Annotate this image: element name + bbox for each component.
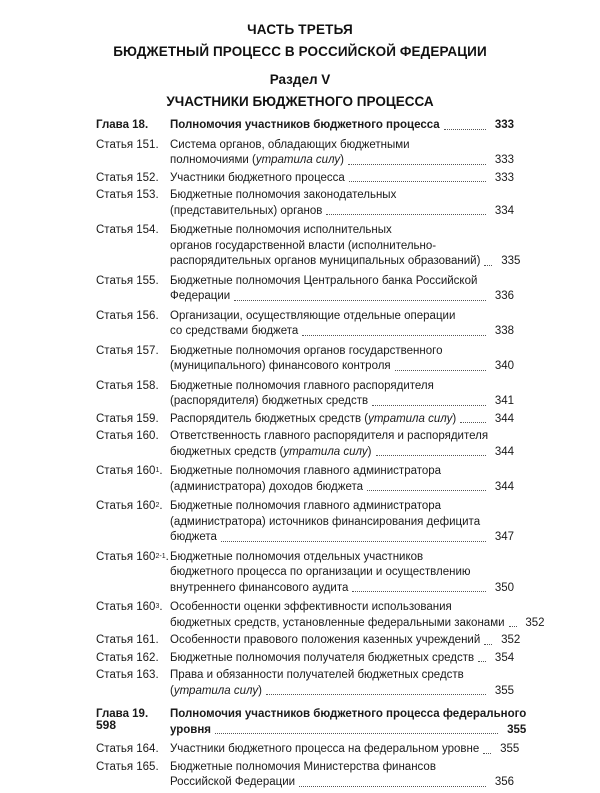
toc-entry-label: Статья 153. [96,189,159,201]
toc-entry-line: полномочиями (утратила силу) 333 [170,153,514,169]
toc-entry-line: Организации, осуществляющие отдельные операции [170,309,456,322]
toc-entry-title [170,499,514,546]
toc-entry-label: Статья 157. [96,344,159,357]
toc-entry-line: Права и обязанности получателей бюджетных средств [170,669,464,681]
toc-article-entry[interactable] [96,223,521,270]
toc-entry-line: Особенности оценки эффективности использования [170,601,452,613]
toc-page-number: 344 [494,480,514,493]
toc-entry-label: Статья 160$^{2-1}$. [96,550,169,563]
toc-entry-line: (администратора) доходов бюджета 344 [170,480,514,496]
toc-chapter-entry[interactable] [96,118,514,134]
table-of-contents [96,118,545,793]
toc-entry-line: Полномочия участников бюджетного процесса 333 [170,118,514,134]
toc-entry-line: Бюджетные полномочия отдельных участников [170,550,424,563]
toc-entry-label: Статья 162. [96,651,159,664]
part-heading: ЧАСТЬ ТРЕТЬЯ [247,22,353,37]
toc-leader-dots [299,786,486,787]
toc-entry-line: Участники бюджетного процесса на федеральном уровне 355 [170,742,519,758]
toc-leader-dots [484,644,492,645]
toc-entry-line: Федерации 336 [170,289,514,305]
toc-entry-line: (представительных) органов 334 [170,204,514,220]
toc-article-entry[interactable] [96,464,514,495]
toc-article-entry[interactable] [96,600,545,631]
toc-entry-label: Глава 19. [96,708,149,720]
toc-leader-dots [478,661,486,662]
toc-entry-line: бюджетных средств, установленные федеральными законами 352 [170,616,545,632]
toc-entry-label: Статья 163. [96,669,159,681]
toc-entry-title [170,171,514,187]
toc-entry-title [170,188,514,219]
toc-entry-title [170,464,514,495]
toc-entry-label: Статья 160. [96,430,159,442]
toc-entry-label: Статья 151. [96,138,159,151]
toc-entry-title [170,429,514,460]
toc-leader-dots [460,422,486,423]
toc-entry-line: (администратора) источников финансирования дефицита [170,515,481,528]
toc-entry-line: (распорядителя) бюджетных средств 341 [170,394,514,410]
toc-leader-dots [349,181,486,182]
toc-chapter-entry[interactable] [96,707,527,738]
toc-article-entry[interactable] [96,379,514,410]
toc-entry-title [170,138,514,169]
toc-page-number: 350 [494,581,514,594]
toc-entry-label: Статья 154. [96,224,159,236]
toc-entry-label: Статья 155. [96,274,159,287]
toc-entry-label: Статья 161. [96,634,159,646]
toc-entry-title [170,412,514,428]
toc-entry-line: Бюджетные полномочия главного распорядителя [170,379,434,392]
toc-article-entry[interactable] [96,188,514,219]
toc-leader-dots [484,265,492,266]
toc-leader-dots [234,300,486,301]
toc-entry-line: бюджетных средств (утратила силу) 344 [170,445,514,461]
toc-article-entry[interactable] [96,429,514,460]
toc-entry-label: Статья $160^1$. [96,465,163,477]
toc-page-number: 335 [501,255,521,267]
toc-leader-dots [326,214,486,215]
toc-page-number: 340 [494,360,514,372]
toc-article-entry[interactable] [96,344,514,375]
toc-entry-line: Бюджетные полномочия органов государственного [170,344,443,357]
toc-page-number: 338 [494,325,514,337]
toc-entry-title [170,309,514,340]
toc-entry-label: Статья $160^3$. [96,601,163,613]
toc-leader-dots [509,626,517,627]
toc-entry-superscript: 2 [155,502,160,509]
toc-entry-label: Статья 152. [96,171,159,184]
toc-entry-line: распорядительных органов муниципальных образований) 335 [170,254,520,270]
toc-entry-line: Бюджетные полномочия главного администратора [170,465,442,477]
toc-page-number: 356 [494,776,514,788]
toc-leader-dots [395,370,486,371]
toc-entry-line: внутреннего финансового аудита 350 [170,581,514,597]
toc-entry-title [170,274,514,305]
toc-page-number: 333 [494,171,514,184]
toc-leader-dots [302,335,486,336]
toc-article-entry[interactable] [96,309,514,340]
toc-entry-line: органов государственной власти (исполнительно- [170,239,437,252]
toc-entry-superscript: 1 [155,467,160,474]
toc-entry-line: Ответственность главного распорядителя и распорядителя [170,430,489,442]
toc-entry-title [170,118,514,134]
toc-page-number: 355 [507,723,527,736]
toc-entry-line: Полномочия участников бюджетного процесса федерального [170,708,527,720]
toc-entry-label: Глава 18. [96,119,149,131]
toc-entry-line: Распорядитель бюджетных средств (утратила силу) 344 [170,412,514,428]
toc-leader-dots [348,164,486,165]
part-title: БЮДЖЕТНЫЙ ПРОЦЕСС В РОССИЙСКОЙ ФЕДЕРАЦИИ [113,44,487,59]
toc-entry-label: Статья 164. [96,743,159,755]
toc-page-number: 352 [525,616,545,629]
toc-leader-dots [266,694,486,695]
toc-entry-label: Статья 159. [96,412,159,425]
toc-article-entry[interactable] [96,171,514,187]
toc-leader-dots [215,733,498,734]
toc-entry-title [170,651,514,667]
toc-entry-line: уровня 355 [170,723,526,739]
toc-entry-line: Бюджетные полномочия Министерства финансов [170,760,436,773]
toc-entry-title [170,760,514,791]
toc-article-entry[interactable] [96,668,514,699]
toc-entry-line: Бюджетные полномочия исполнительных [170,224,392,236]
toc-leader-dots [352,591,486,592]
page-number: 598 [96,718,117,732]
toc-page-number: 341 [494,395,514,407]
toc-page-number: 344 [494,412,514,425]
toc-entry-label: Статья $160^2$. [96,500,163,512]
toc-leader-dots [221,541,486,542]
toc-entry-line: Российской Федерации 356 [170,775,514,791]
toc-page-number: 352 [501,634,521,646]
toc-entry-title [170,600,545,631]
section-title: УЧАСТНИКИ БЮДЖЕТНОГО ПРОЦЕССА [166,94,434,109]
toc-entry-line: (муниципального) финансового контроля 340 [170,359,514,375]
toc-article-entry[interactable] [96,499,514,546]
toc-entry-line: со средствами бюджета 338 [170,324,514,340]
toc-entry-line: Система органов, обладающих бюджетными [170,138,410,151]
toc-entry-line: (утратила силу) 355 [170,684,514,700]
toc-page-number: 333 [494,154,514,166]
toc-leader-dots [444,129,486,130]
toc-page-number: 355 [500,743,520,755]
toc-page-number: 344 [494,445,514,458]
toc-entry-title [170,344,514,375]
toc-entry-line: Бюджетные полномочия главного администратора [170,500,442,512]
toc-entry-line: Бюджетные полномочия получателя бюджетных средств 354 [170,651,514,667]
toc-article-entry[interactable] [96,550,514,597]
toc-leader-dots [372,405,486,406]
toc-entry-title [170,633,520,649]
toc-entry-title [170,707,526,738]
toc-entry-line: бюджетного процесса по организации и осуществлению [170,566,471,578]
toc-leader-dots [483,753,491,754]
toc-leader-dots [376,455,487,456]
toc-entry-label: Статья 158. [96,379,159,392]
toc-article-entry[interactable] [96,274,514,305]
toc-entry-superscript: 2-1 [155,552,166,560]
toc-entry-line: бюджета 347 [170,530,514,546]
toc-entry-label: Статья 156. [96,309,159,322]
toc-entry-title [170,550,514,597]
toc-leader-dots [367,490,486,491]
toc-article-entry[interactable] [96,651,514,667]
toc-article-entry[interactable] [96,412,514,428]
toc-entry-superscript: 3 [155,603,160,610]
toc-article-entry[interactable] [96,760,514,791]
toc-page-number: 333 [494,119,514,131]
toc-entry-title [170,379,514,410]
toc-entry-title [170,668,514,699]
toc-entry-line: Бюджетные полномочия Центрального банка Российской [170,274,478,287]
toc-page-number: 347 [494,531,514,543]
toc-entry-title [170,223,520,270]
toc-entry-line: Участники бюджетного процесса 333 [170,171,514,187]
toc-entry-label: Статья 165. [96,760,159,773]
toc-page-number: 355 [494,684,514,697]
toc-entry-line: Бюджетные полномочия законодательных [170,189,397,201]
toc-article-entry[interactable] [96,633,521,649]
toc-entry-line: Особенности правового положения казенных учреждений 352 [170,633,520,649]
toc-page-number: 336 [494,290,514,302]
toc-page-number: 334 [494,204,514,217]
section-heading: Раздел V [269,72,331,87]
toc-article-entry[interactable] [96,138,514,169]
toc-page-number: 354 [494,651,515,664]
